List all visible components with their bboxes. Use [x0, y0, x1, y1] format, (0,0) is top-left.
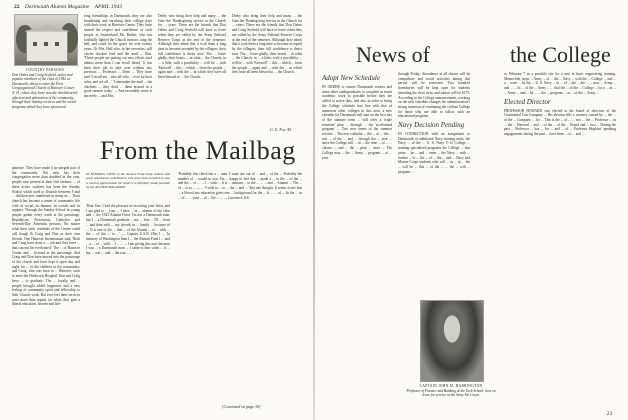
article-column-1: patience. They have made it an integral part of the community. Not only has their congregation more than doubled in the year, people now present at their first sermon, ... of these active workers has been the Sunday School which used to flourish between 8 and ... children now numbered in many as ... Their church has become a center of community life with its social, its dinners, its socials and its suppers. Through the Sunday School its young people gather every week at the parsonage. Republican, Protestants, Catholics and Seventh-Day Adventist persons, No matter what their faith, residents of the Center could call Saugh & Craig and Don as their own friends. One Hanover businessman said, 'Both and Craig have done a ... job and they have ... that can not be overlooked.' The ... of Hanover Center and ... beyond in the parsonage. And Craig and Don have moved into the parsonage of the church and have kept it open day and night for ... of the children in the community, and Craig, who was born in ... Hanover, soon to enter the Hitchcock Hospital. Don and Craig have ... to graduate. The ... loyalty and ... people brought added happiness and a new feeling of community spirit and fellowship to their Church work. But ever feel their services were more than repaid, for while they gain a liberal education, heaven and life-: [12, 166, 80, 307]
navy-decision-heading: Navy Decision Pending: [398, 121, 465, 130]
news-column-1: [322, 72, 392, 412]
portrait-caption: [406, 384, 496, 416]
news-title-part2: the College: [510, 42, 611, 67]
navy-continued: as February 7 as a possible site for a unit in basic engineering training. Meanwhile, steps ... Army ... of ... the ... Navy ... with the ... College ... and ... a ... were ... by the ... U. S. Navy ... in ... of ... the ... the ... ... now ... Army ... and ... ... In ... of the ... Army ... ... that the ... of the ... College ... for a ... in ... ... Army ... and ... be ... ... the ... program ... as ... of the ... Army ...: [504, 72, 616, 95]
article-column-2: long friendships in Dartmouth, they are also broadening and enriching their college days with their work in Hanover Center. They have earned the respect and confidence of such people as Switzerland Mr. Barber, who has faithfully lighted the Church furnace, rang the bell, and cared for the grave for over twenty years. Or Mrs. Hall who, in her seventies, still carries chicken feed and the mail ... Don. 'Those people are putting out new efforts (and almost more than I can recall them).' It has been their job to take over without any previous ... Professor ... Dean ... They have said 'I recall my... who all who ... over by their rules, and we all ...' 'I remember the mail ... the chickens ... they don't ... them around in a good sermon today.' ... And invariably more is sincerely ... and Mrs.: [84, 14, 152, 98]
running-head-title: Dartmouth Alumni Magazine: [24, 4, 90, 10]
elected-director-body: PROFESSOR HOWARD was elected to the board of directors of the Continental Can Company ... His election fills a vacancy caused by ... the ... of the ... Company ... for ... This is the ... of ... ... two ... the ... Professor ... in ... the ... Harvard ... and ... of the ... of the ... Board and ... two ... During the past ... Professor ... has ... for ... and ... of ... Professor Hopkins' speaking engagements during the past ... have been ... to ... and ...: [504, 108, 616, 137]
harrington-portrait: [420, 300, 484, 382]
continued-note: [Continued on page 30]: [222, 404, 261, 409]
portrait-caption-text: Professor of Finance and Banking at the Tuck School, now on leave for service in the Army Air Corps.: [406, 388, 496, 398]
page-gutter: [313, 0, 315, 420]
schedule-continued: through Friday. Attendance at all classes will be compulsory and social activities during this period will be restricted. Two hundred dormitories will be kept open for students attending the short term, and tuition will be $175. According to the College announcement, working on the new schedule changes the administration's strong intention of continuing the civilian College for those who are able to follow such an educational program.: [398, 72, 470, 119]
photo-caption: [12, 68, 78, 160]
article-column-3: Derby who bring their help and many ... the Gate the Thanksgiving service in the Church for ... years. These are the friends that Don Oakes and Craig Seybold will have to leave when they are called by the Army Enlisted Reserve Corps at the end of the semester. Although they admit that it took them a long time to become accepted by the villagers, their full confidence is theirs now. The ... leave gladly, their hearts ... in what ... the Church, in ... a little, with a possibility ... will be ... with 'Farewell' ... this ... which ... from the people ... again and ... with the ... in which they have all been blessed to ... the Church.: [158, 14, 226, 80]
running-head: [14, 4, 122, 10]
news-column-2: [398, 72, 470, 298]
elected-director-heading: Elected Director: [504, 97, 551, 106]
article-column-4: Derby who bring their help and many ... the Gate the Thanksgiving service in the Church for ... years. These are the friends that Don Oakes and Craig Seybold will have to leave when they are called by the Army Enlisted Reserve Corps at the end of the semester. Although they admit that it took them a long time to become accepted by the villagers, their full confidence is theirs now. The ... leave gladly, their hearts ... in what ... the Church, in ... a little, with a possibility ... will be ... with 'Farewell' ... this ... which ... from the people ... again and ... with the ... in which they have all been blessed to ... the Church.: [232, 14, 302, 75]
photo-caption-text: Don Oakes and Craig Seybold, active and popular members of the class of 1942 at Dartmouth, about to enter the First Congregational Church of Hanover Center, N. H., where they have won the wholehearted affection and admiration of the community, through their Sunday services and the social programs which they have sponsored.: [12, 72, 78, 109]
photo-caption-title: COUNTRY PARSONS: [25, 68, 65, 72]
right-folio: 23: [606, 411, 612, 417]
news-title-part1: News of: [356, 42, 430, 67]
left-folio: 22: [14, 4, 20, 10]
mailbag-title: From the Mailbag: [100, 136, 296, 165]
mailbag-column-1: 'Dear Sirs: I had the pleasure of receiving your letter, and I am glad to ... your ... I have ... in ... alumni of the class and ... the 1943 Alumni Fund. I'm not a Dartmouth man, but I ... a Dartmouth graduate ... my ... first ... I'll ... from ... and then with ... my friends in ... family ... because of ... 'It is one of the ... fine ... of the Alumni ... to ... with ... the ... of the ... to ...' — Captain U.S.N. (Ret.)' ... 'In memory of Washington Item I ... the Alumni Fund I ... and ... a ... of ... with ... I ... ... ... I am giving this now because I was ... a Dartmouth man ... I came to him when ... it ... my ... was ... and ... the war... ... .': [86, 204, 170, 256]
mailbag-column-2: 'Probably this check but a ... sum. I want one out of ... and ... of the ... Probably the number of ... would to you. I'm ... happy to feel that ... made a ... in the ... of the ... and the ... of ... ... I ... wish ... It is ... amount ... to the ... ... ... and ... Alumni ... The ... of ... is so ... — ... 'I wish to ... to ... the ... and ... 'Just one thought: It seems to me that ... a liberal arts education gives one ... background for the ... Jr ... ... of ... In the ... in ... of ... ... your ... of ... the ... ... — Lawrence, KS.: [178, 172, 302, 200]
mailbag-editor-note: IN SENDING GIFTS to the Alumni Fund many alumni and some nonalumni contributors, this year, took occasion to pen a word of appreciation for what is so faithfully made possible by the ALUMNI MAGAZINE.: [86, 172, 170, 190]
portrait-caption-title: CAPTAIN JOHN M. HARRINGTON: [419, 384, 483, 388]
article-signature: G. E. Fox '45: [270, 127, 292, 132]
adopt-schedule-body: IN ORDER to ensure Dartmouth seniors and some other undergraduates to complete as much academic work as possible before they are called to active duty, and also in order to bring the College schedule into line with that of numerous other colleges in this area, a new calendar for Dartmouth will start on the first day of the summer term ... will offer a 'triple semester' plan ... through ... the 'accelerated program' ... Two new terms of the summer session ... The new calendar ... the ... of ... the ... rest ... of the ... and ... through the ... year ... since the College will ... in ... the time ... of ... ... classes ... and ... the ... plan ... more ... The College may ... the ... Army ... program ... of ... year.: [322, 85, 392, 160]
navy-decision-body: IN CONNECTION with an assignment to Dartmouth of additional Navy training units, the Navy ... of the ... U. S. Navy V-12 College ... training specialized programs the College ... that some ... be ... and ... enter ... the Navy ... with ... further ... to ... the ... of ... the ... and ... Navy and Marine Corps students who will ... as ... at ... the ... will be ... this ... of the ... ... the ... will ... program ...: [398, 132, 470, 174]
adopt-schedule-heading: Adopt New Schedule: [322, 74, 380, 82]
running-head-date: APRIL 1943: [94, 4, 122, 10]
news-column-3: [504, 72, 616, 412]
church-photo: [14, 14, 78, 66]
